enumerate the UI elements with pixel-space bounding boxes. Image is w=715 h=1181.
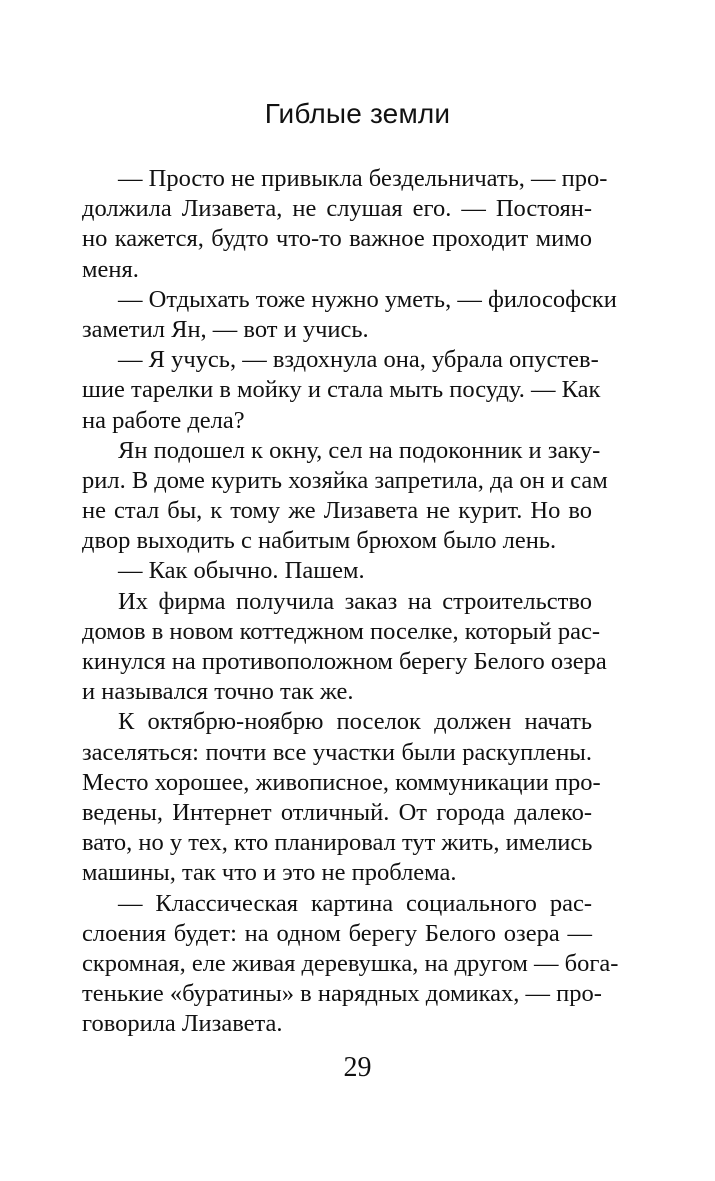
text-line: заметил Ян, — вот и учись. bbox=[82, 315, 369, 343]
text-line: не стал бы, к тому же Лизавета не курит. Но во bbox=[82, 497, 592, 525]
text-line: и назывался точно так же. bbox=[82, 678, 354, 706]
text-line: кинулся на противоположном берегу Белого озера bbox=[82, 648, 607, 675]
text-line: Их фирма получила заказ на строительство bbox=[118, 587, 592, 615]
text-line: на работе дела? bbox=[82, 406, 245, 434]
text-line: ведены, Интернет отличный. От города далеко- bbox=[82, 798, 592, 826]
paragraph bbox=[82, 345, 601, 436]
text-line: — Я учусь, — вздохнула она, убрала опустев- bbox=[118, 346, 599, 374]
text-line: вато, но у тех, кто планировал тут жить, имелись bbox=[82, 829, 593, 857]
text-line: меня. bbox=[82, 255, 139, 283]
paragraph bbox=[82, 587, 607, 708]
text-line: — Как обычно. Пашем. bbox=[118, 557, 365, 585]
text-line: слоения будет: на одном берегу Белого озера — bbox=[82, 919, 592, 947]
text-line: домов в новом коттеджном поселке, который рас- bbox=[82, 617, 601, 645]
text-line: — Классическая картина социального рас- bbox=[118, 889, 592, 917]
running-header: Гиблые земли bbox=[264, 98, 451, 129]
text-line: двор выходить с набитым брюхом было лень. bbox=[82, 527, 557, 555]
paragraph bbox=[82, 707, 601, 888]
page-number: 29 bbox=[343, 1052, 372, 1083]
text-line: должила Лизавета, не слушая его. — Постоян- bbox=[82, 195, 592, 223]
text-line: рил. В доме курить хозяйка запретила, да он и сам bbox=[82, 466, 608, 494]
paragraph bbox=[82, 164, 608, 285]
text-line: Место хорошее, живописное, коммуникации про- bbox=[82, 768, 601, 796]
text-line: К октябрю-ноябрю поселок должен начать bbox=[118, 708, 592, 736]
text-line: говорила Лизавета. bbox=[82, 1010, 283, 1038]
paragraph bbox=[82, 889, 619, 1040]
text-line: машины, так что и это не проблема. bbox=[82, 859, 457, 887]
text-line: — Просто не привыкла бездельничать, — про- bbox=[118, 165, 608, 192]
text-line: Ян подошел к окну, сел на подоконник и заку- bbox=[118, 436, 601, 464]
paragraph bbox=[82, 556, 592, 586]
text-line: — Отдыхать тоже нужно уметь, — философски bbox=[118, 285, 617, 313]
text-line: скромная, еле живая деревушка, на другом — бога- bbox=[82, 949, 619, 977]
text-line: но кажется, будто что-то важное проходит мимо bbox=[82, 225, 592, 253]
text-line: шие тарелки в мойку и стала мыть посуду. — Как bbox=[82, 376, 601, 404]
text-line: заселяться: почти все участки были раскуплены. bbox=[82, 738, 592, 766]
page-body bbox=[82, 164, 619, 1039]
paragraph bbox=[82, 436, 608, 557]
paragraph bbox=[82, 285, 617, 345]
text-line: тенькие «буратины» в нарядных домиках, — про- bbox=[82, 980, 602, 1008]
